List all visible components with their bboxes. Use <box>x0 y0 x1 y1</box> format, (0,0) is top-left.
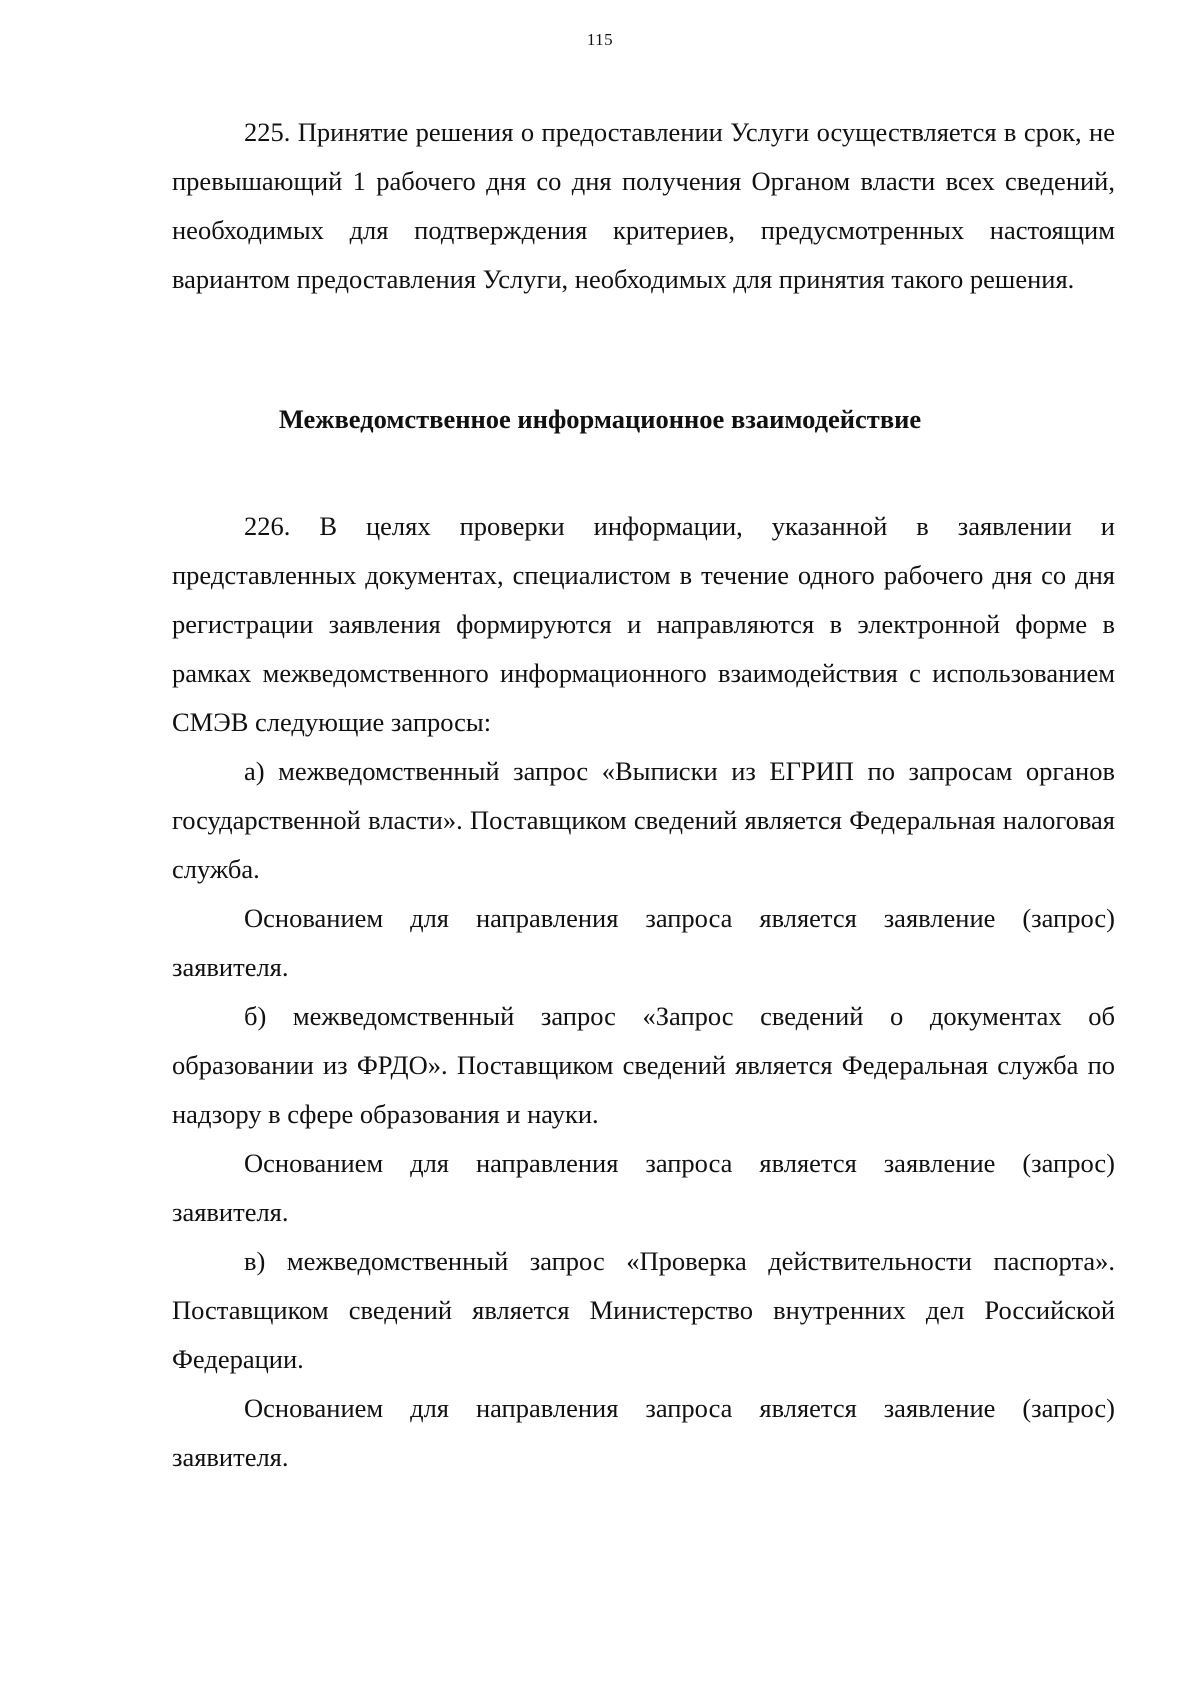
paragraph-226-item-a-basis: Основанием для направления запроса является заявление (запрос) заявителя. <box>172 903 1115 982</box>
paragraph-226-item-c: в) межведомственный запрос «Проверка действительности паспорта». Поставщиком сведений является Министерство внутренних дел Российской Федерации. <box>172 1246 1115 1374</box>
section-heading: Межведомственное информационное взаимодействие <box>278 404 922 434</box>
paragraph-226-item-c-basis: Основанием для направления запроса является заявление (запрос) заявителя. <box>172 1393 1115 1472</box>
paragraph-226-item-a: а) межведомственный запрос «Выписки из ЕГРИП по запросам органов государственной власти». Поставщиком сведений является Федеральная налоговая служба. <box>172 756 1115 884</box>
page-number: 115 <box>586 30 614 49</box>
paragraph-226-item-b: б) межведомственный запрос «Запрос сведений о документах об образовании из ФРДО». Поставщиком сведений является Федеральная служба по надзору в сфере образования и науки. <box>172 1001 1115 1129</box>
paragraph-226: 226. В целях проверки информации, указанной в заявлении и представленных документах, специалистом в течение одного рабочего дня со дня регистрации заявления формируются и направляются в электронной форме в рамках межведомственного информационного взаимодействия с использованием СМЭВ следующие запросы: <box>172 511 1115 737</box>
paragraph-226-item-b-basis: Основанием для направления запроса является заявление (запрос) заявителя. <box>172 1148 1115 1227</box>
paragraph-225: 225. Принятие решения о предоставлении Услуги осуществляется в срок, не превышающий 1 рабочего дня со дня получения Органом власти всех сведений, необходимых для подтверждения критериев, предусмотренных настоящим вариантом предоставления Услуги, необходимых для принятия такого решения. <box>172 117 1115 294</box>
